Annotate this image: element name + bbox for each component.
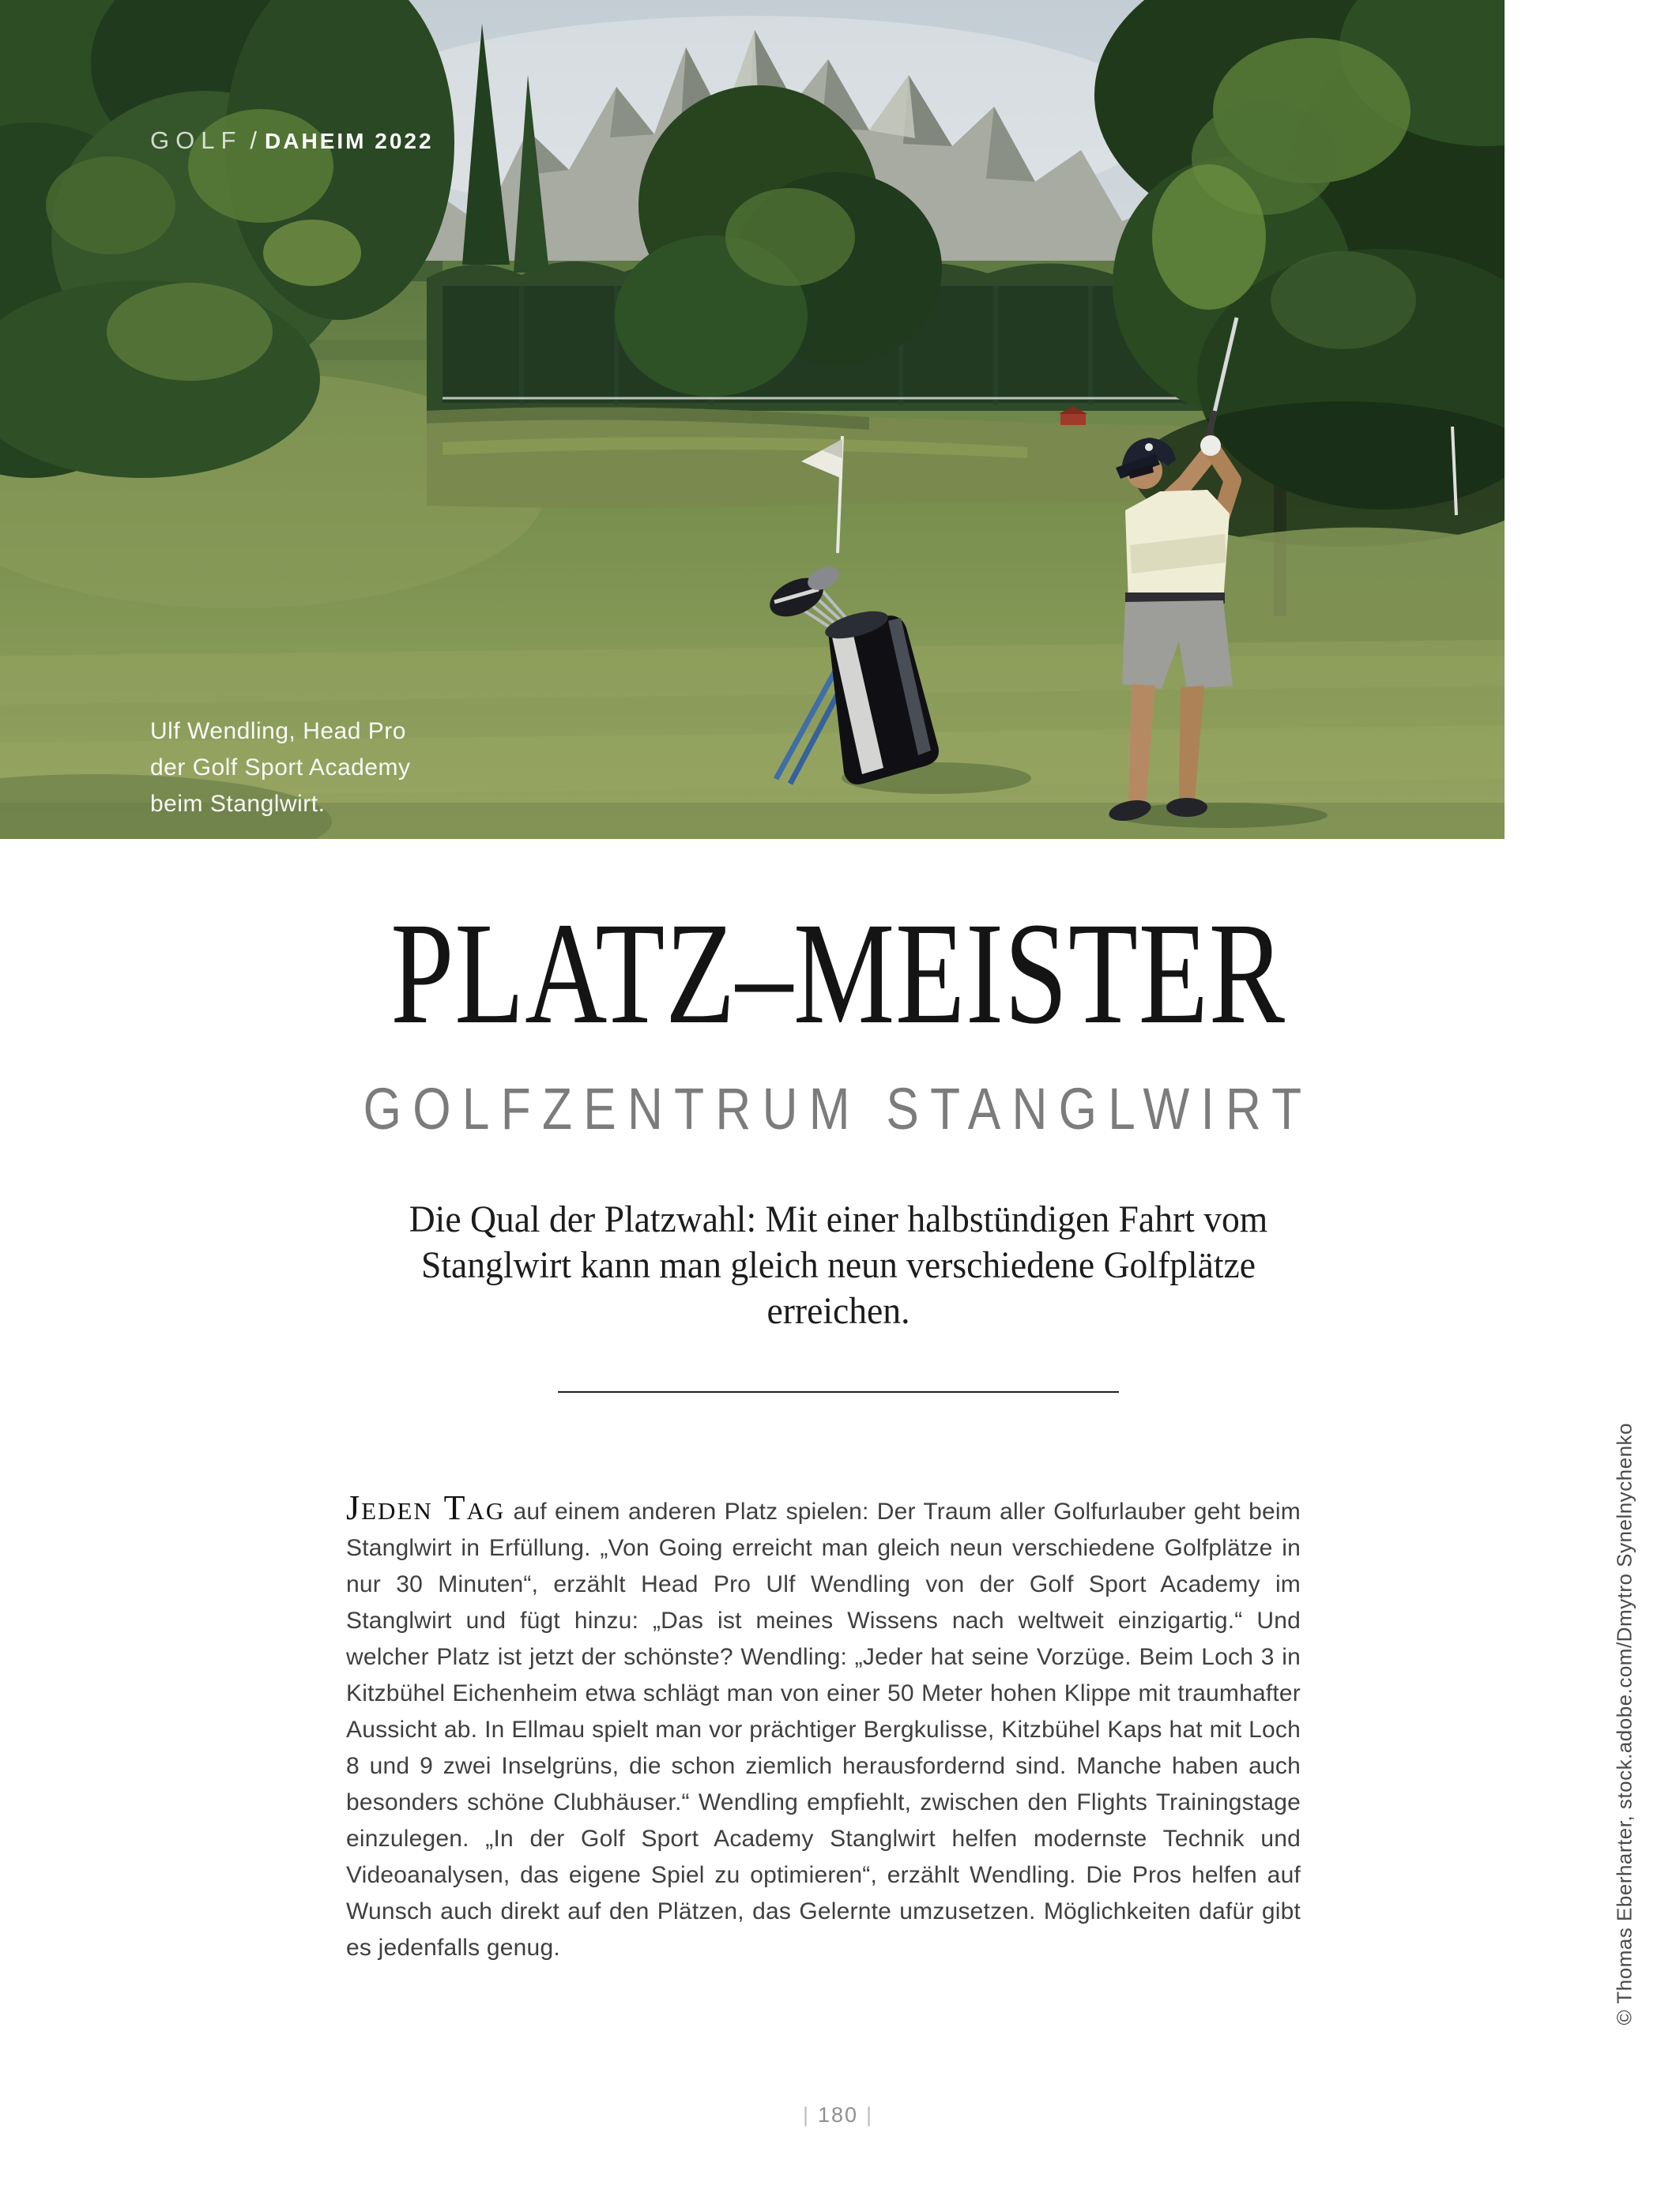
article-paragraph <box>346 1490 1301 1966</box>
hero-photo <box>0 0 1505 839</box>
page-number-bar: | <box>866 2103 874 2127</box>
kicker-issue: DAHEIM 2022 <box>265 129 434 153</box>
page-number-bar: | <box>802 2103 810 2127</box>
page-subtitle: GOLFZENTRUM STANGLWIRT <box>363 1076 1313 1142</box>
photo-caption-line: der Golf Sport Academy <box>150 754 411 781</box>
kicker <box>150 126 434 155</box>
headline-block <box>0 893 1676 1393</box>
divider-rule <box>558 1391 1119 1393</box>
lead-paragraph: Die Qual der Platzwahl: Mit einer halbstündigen Fahrt vom Stanglwirt kann man gleich neun verschiedene Golfplätze erreichen. <box>409 1198 1267 1332</box>
article-lead-in: Jeden Tag <box>346 1488 506 1527</box>
article-body-text: auf einem anderen Platz spielen: Der Traum aller Golfurlauber geht beim Stanglwirt in Erfüllung. „Von Going erreicht man gleich neun verschiedene Golfplätze in nur 30 Minuten“, erzählt Head Pro Ulf Wendling von der Golf Sport Academy im Stanglwirt und fügt hinzu: „Das ist meines Wissens nach weltweit einzigartig.“ Und welcher Platz ist jetzt der schönste? Wendling: „Jeder hat seine Vorzüge. Beim Loch 3 in Kitzbühel Eichenheim etwa schlägt man von einer 50 Meter hohen Klippe mit traumhafter Aussicht ab. In Ellmau spielt man vor prächtiger Bergkulisse, Kitzbühel Kaps hat mit Loch 8 und 9 zwei Inselgrüns, die schon ziemlich herausfordernd sind. Manche haben auch besonders schöne Clubhäuser.“ Wendling empfiehlt, zwischen den Flights Trainingstage einzulegen. „In der Golf Sport Academy Stanglwirt helfen modernste Technik und Videoanalysen, das eigene Spiel zu optimieren“, erzählt Wendling. Die Pros helfen auf Wunsch auch direkt auf den Plätzen, das Gelernte umzusetzen. Möglichkeiten dafür gibt es jedenfalls genug. <box>346 1499 1301 1961</box>
photo-caption-line: beim Stanglwirt. <box>150 791 326 817</box>
photo-caption <box>150 713 411 822</box>
kicker-separator: / <box>250 126 258 154</box>
photo-credit: © Thomas Eberharter, stock.adobe.com/Dmytro Synelnychenko <box>1612 1422 1636 2026</box>
page-number <box>0 2103 1676 2127</box>
page-number-value: 180 <box>817 2103 859 2127</box>
page-title: PLATZ–MEISTER <box>390 893 1286 1055</box>
kicker-section: GOLF <box>150 126 243 154</box>
photo-caption-line: Ulf Wendling, Head Pro <box>150 718 406 744</box>
